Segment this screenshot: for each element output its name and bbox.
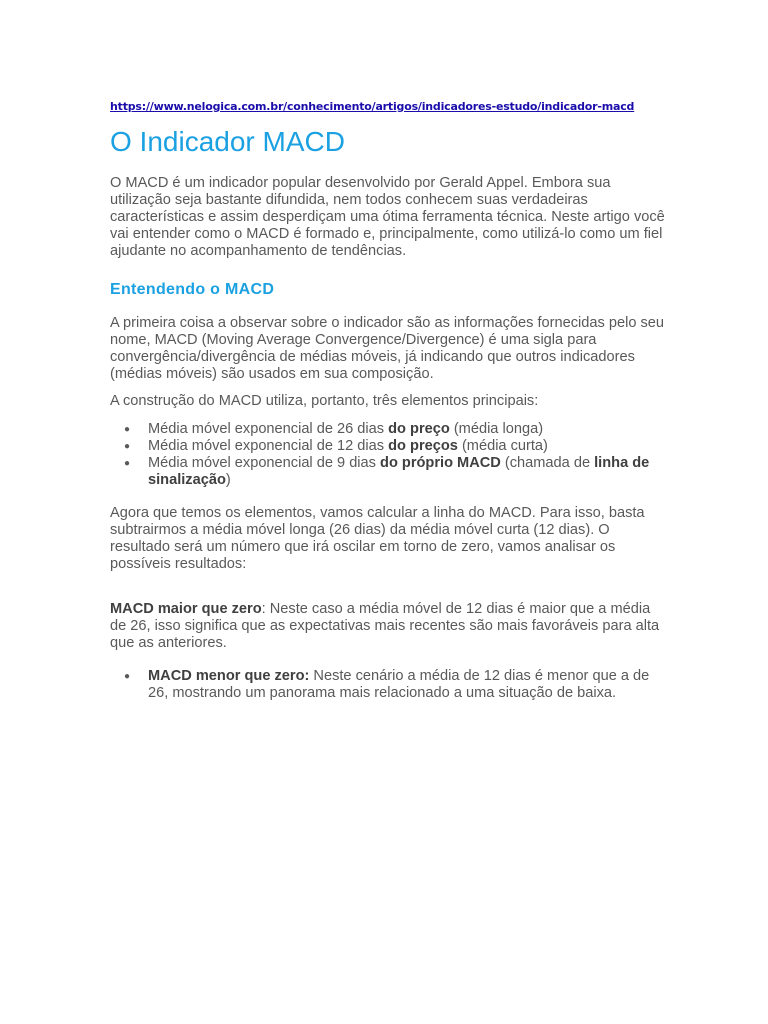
list-item: ● Média móvel exponencial de 26 dias do preço (média longa)	[124, 421, 544, 437]
document-content	[110, 97, 670, 702]
list-item: ● MACD menor que zero: Neste cenário a média de 12 dias é menor que a de 26, mostrando um panorama mais relacionado a uma situação de baixa.	[124, 668, 650, 701]
results-list	[110, 668, 670, 702]
bullet-icon: ●	[124, 424, 131, 435]
section-heading: Entendendo o MACD	[110, 281, 275, 298]
construction-paragraph: A construção do MACD utiliza, portanto, três elementos principais:	[110, 393, 539, 409]
list-item: ● Média móvel exponencial de 12 dias do preços (média curta)	[124, 438, 548, 454]
page-title: O Indicador MACD	[110, 126, 345, 157]
intro-paragraph: O MACD é um indicador popular desenvolvido por Gerald Appel. Embora sua utilização seja bastante difundida, nem todos conhecem suas verdadeiras características e assim desperdiçam uma ótima ferramenta técnica. Neste artigo você vai entender como o MACD é formado e, principalmente, como utilizá-lo como um fiel ajudante no acompanhamento de tendências.	[110, 175, 665, 259]
macd-above-zero-paragraph: MACD maior que zero: Neste caso a média móvel de 12 dias é maior que a média de 26, isso significa que as expectativas mais recentes são mais favoráveis para alta que as anteriores.	[110, 601, 660, 651]
list-item: ● Média móvel exponencial de 9 dias do próprio MACD (chamada de linha de sinalização)	[124, 455, 650, 488]
source-link[interactable]: https://www.nelogica.com.br/conhecimento/artigos/indicadores-estudo/indicador-macd	[110, 100, 635, 113]
calculation-paragraph: Agora que temos os elementos, vamos calcular a linha do MACD. Para isso, basta subtrairmos a média móvel longa (26 dias) da média móvel curta (12 dias). O resultado será um número que irá oscilar em torno de zero, vamos analisar os possíveis resultados:	[110, 505, 645, 572]
elements-list	[110, 421, 670, 489]
bullet-icon: ●	[124, 458, 131, 469]
name-paragraph: A primeira coisa a observar sobre o indicador são as informações fornecidas pelo seu nome, MACD (Moving Average Convergence/Divergence) é uma sigla para convergência/divergência de médias móveis, já indicando que outros indicadores (médias móveis) são usados em sua composição.	[110, 315, 665, 382]
bullet-icon: ●	[124, 671, 131, 682]
bullet-icon: ●	[124, 441, 131, 452]
